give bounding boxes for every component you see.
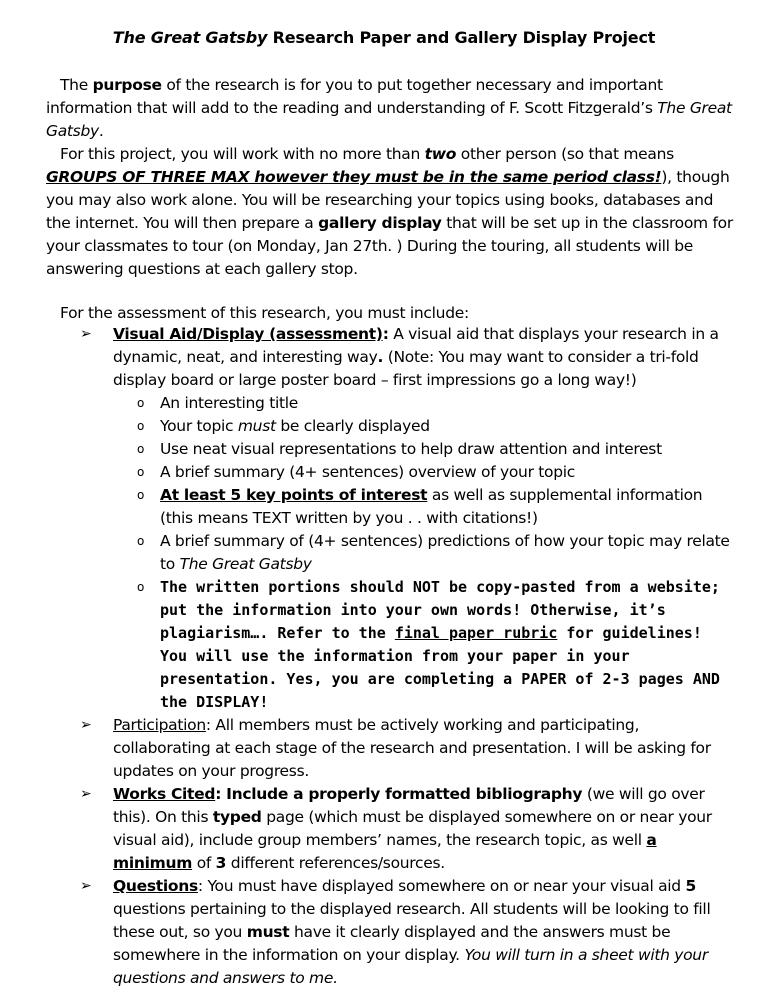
title-rest: Research Paper and Gallery Display Project: [267, 28, 656, 47]
circle-bullet-icon: o: [137, 442, 145, 456]
circle-bullet-icon: o: [137, 465, 145, 479]
final-paper-rubric: final paper rubric: [394, 624, 558, 642]
sub-item-visuals: o Use neat visual representations to help draw attention and interest: [137, 438, 730, 461]
groups-note: GROUPS OF THREE MAX however they must be in the same period class!: [46, 168, 662, 186]
arrow-bullet-icon: ➢: [80, 326, 92, 342]
list-item-participation: ➢ Participation: All members must be actively working and participating, collaborating at each stage of the research and presentation. I will be asking for updates on your progress.: [80, 716, 711, 780]
circle-bullet-icon: o: [137, 580, 145, 594]
visual-aid-sublist: [113, 392, 730, 714]
sub-item-topic: o Your topic must be clearly displayed: [137, 415, 730, 438]
arrow-bullet-icon: ➢: [80, 878, 92, 894]
requirements-list: [80, 323, 730, 990]
circle-bullet-icon: o: [137, 396, 145, 410]
sub-item-key-points: o At least 5 key points of interest as well as supplemental information (this means TEXT written by you . . with citations!): [137, 486, 703, 527]
works-cited-heading: Works Cited: [113, 785, 216, 803]
gallery-display-word: gallery display: [318, 214, 442, 232]
questions-heading: Questions: [113, 877, 198, 895]
title-book-name: The Great Gatsby: [112, 28, 268, 47]
project-paragraph: For this project, you will work with no more than two other person (so that means GROUPS OF THREE MAX however they must be in the same period class!), though you may also work alone. You will be researching your topics using books, databases and the internet. You will then prepare a gallery display that will be set up in the classroom for your classmates to tour (on Monday, Jan 27th. ) During the touring, all students will be answering questions at each gallery stop.: [46, 145, 733, 278]
purpose-word: purpose: [92, 76, 162, 94]
sub-item-title: o An interesting title: [137, 392, 730, 415]
sub-item-written-portions: o The written portions should NOT be copy-pasted from a website; put the information into your own words! Otherwise, it’s plagiarism…. Refer to the final paper rubric for guidelines! You will use the information from your paper in your presentation. Yes, you are completing a PAPER of 2-3 pages AND the DISPLAY!: [137, 578, 720, 711]
assessment-intro: For the assessment of this research, you must include:: [60, 304, 469, 322]
list-item-questions: ➢ Questions: You must have displayed somewhere on or near your visual aid 5 questions pertaining to the displayed research. All students will be looking to fill these out, so you must have it clearly displayed and the answers must be somewhere in the information on your display. You will turn in a sheet with your questions and answers to me.: [80, 877, 711, 987]
sub-item-summary: o A brief summary (4+ sentences) overview of your topic: [137, 461, 730, 484]
visual-aid-heading: Visual Aid/Display (assessment): [113, 325, 383, 343]
list-item-visual-aid: ➢ Visual Aid/Display (assessment): A visual aid that displays your research in a dynamic, neat, and interesting way. (Note: You may want to consider a tri-fold display board or large poster board – first impressions go a long way!) o An interesting title o Your topic must be clearly displayed o Use neat visual representations to help draw attention and interest o A brief summary (4+ sentences) overview of your topic o At least 5 key points of interest as well as supplemental information (this means TEXT written by you . . with citations!) o A brief summary of (4+ sentences) predictions of how your topic may relate to The Great Gatsby o The written portions should NOT be copy-pasted from a website; put the information into your own words! Otherwise, it’s plagiarism…. Refer to the final paper rubric for guidelines! You will use the information from your paper in your presentation. Yes, you are completing a PAPER of 2-3 pages AND the DISPLAY!: [80, 323, 730, 714]
circle-bullet-icon: o: [137, 488, 145, 502]
circle-bullet-icon: o: [137, 419, 145, 433]
document-title: [0, 28, 768, 47]
book-title: The Great Gatsby: [46, 99, 732, 140]
circle-bullet-icon: o: [137, 534, 145, 548]
two-word: two: [424, 145, 457, 163]
arrow-bullet-icon: ➢: [80, 717, 92, 733]
participation-heading: Participation: [113, 716, 206, 734]
sub-item-predictions: o A brief summary of (4+ sentences) predictions of how your topic may relate to The Great Gatsby: [137, 532, 730, 573]
arrow-bullet-icon: ➢: [80, 786, 92, 802]
list-item-works-cited: ➢ Works Cited: Include a properly formatted bibliography (we will go over this). On this typed page (which must be displayed somewhere on or near your visual aid), include group members’ names, the research topic, as well a minimum of 3 different references/sources.: [80, 785, 712, 872]
purpose-paragraph: The purpose of the research is for you to put together necessary and important information that will add to the reading and understanding of F. Scott Fitzgerald’s The Great Gatsby.: [46, 76, 732, 140]
